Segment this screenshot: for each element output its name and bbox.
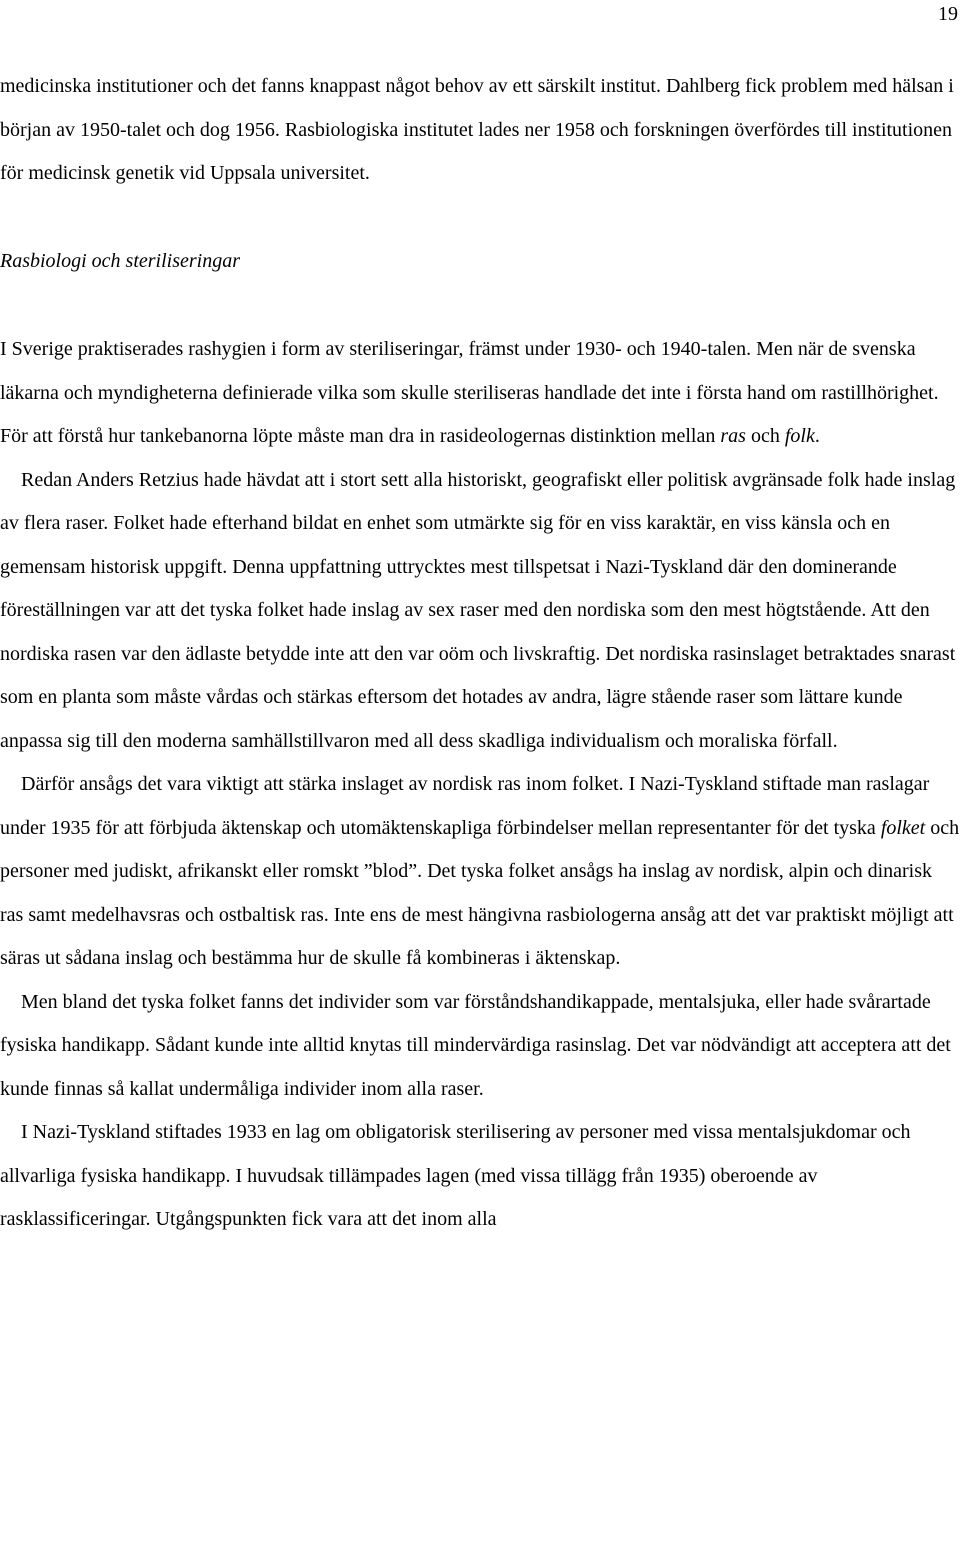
section-heading: Rasbiologi och steriliseringar (0, 249, 240, 272)
body-paragraph-3 (0, 763, 960, 981)
paragraph-text: Därför ansågs det vara viktigt att stärka inslaget av nordisk ras inom folket. I Nazi-Tyskland stiftade man raslagar under 1935 för att förbjuda äktenskap och utomäktenskapliga förbindelser mellan representanter för det tyska (0, 773, 930, 839)
document-body (0, 65, 960, 1242)
spacer (0, 283, 960, 328)
emphasis-folket: folket (880, 816, 926, 839)
emphasis-ras: ras (720, 425, 746, 447)
paragraph-text: och personer med judiskt, afrikanskt eller romskt ”blod”. Det tyska folket ansågs ha inslag av nordisk, alpin och dinarisk ras samt medelhavsras och ostbaltisk ras. Inte ens de mest hängivna rasbiologerna ansåg att det var praktiskt möjligt att säras ut sådana inslag och bestämma hur de skulle få kombineras i äktenskap. (0, 816, 960, 969)
body-paragraph-5: I Nazi-Tyskland stiftades 1933 en lag om obligatorisk sterilisering av personer med vissa mentalsjukdomar och allvarliga fysiska handikapp. I huvudsak tillämpades lagen (med vissa tillägg från 1935) oberoende av rasklassificeringar. Utgångspunkten fick vara att det inom alla (0, 1121, 911, 1230)
body-paragraph-4: Men bland det tyska folket fanns det individer som var förståndshandikappade, mentalsjuka, eller hade svårartade fysiska handikapp. Sådant kunde inte alltid knytas till mindervärdiga rasinslag. Det var nödvändigt att acceptera att det kunde finnas så kallat undermåliga individer inom alla raser. (0, 990, 951, 1100)
opening-paragraph: medicinska institutioner och det fanns knappast något behov av ett särskilt institut. Dahlberg fick problem med hälsan i början av 1950-talet och dog 1956. Rasbiologiska institutet lades ner 1958 och forskningen överfördes till institutionen för medicinsk genetik vid Uppsala universitet. (0, 75, 954, 184)
page-number: 19 (938, 3, 958, 25)
body-paragraph-2: Redan Anders Retzius hade hävdat att i stort sett alla historiskt, geografiskt eller politisk avgränsade folk hade inslag av flera raser. Folket hade efterhand bildat en enhet som utmärkte sig för en viss karaktär, en viss känsla och en gemensam historisk uppgift. Denna uppfattning uttrycktes mest tillspetsat i Nazi-Tyskland där den dominerande föreställningen var att det tyska folket hade inslag av sex raser med den nordiska som den mest högtstående. Att den nordiska rasen var den ädlaste betydde inte att den var oöm och livskraftig. Det nordiska rasinslaget betraktades snarast som en planta som måste vårdas och stärkas eftersom det hotades av andra, lägre stående raser som lättare kunde anpassa sig till den moderna samhällstillvaron med all dess skadliga individualism och moraliska förfall. (0, 468, 956, 752)
body-paragraph-1 (0, 328, 960, 459)
paragraph-text: . (814, 425, 820, 447)
paragraph-text: I Sverige praktiserades rashygien i form av steriliseringar, främst under 1930- och 1940-talen. Men när de svenska läkarna och myndigheterna definierade vilka som skulle steriliseras handlade det inte i första hand om rastillhörighet. För att förstå hur tankebanorna löpte måste man dra in rasideologernas distinktion mellan (0, 338, 939, 447)
emphasis-folk: folk (784, 425, 815, 447)
paragraph-text: och (745, 425, 785, 447)
spacer (0, 196, 960, 240)
